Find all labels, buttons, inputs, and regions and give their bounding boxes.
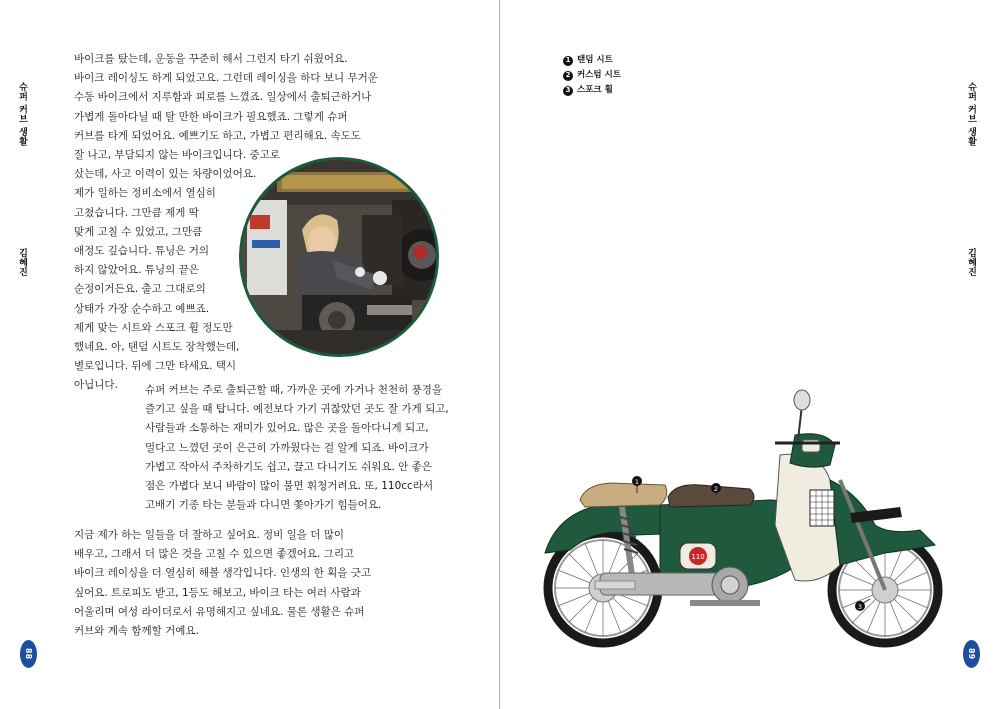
legend-label: 스포크 휠: [577, 85, 613, 95]
text-line: 했네요. 아, 탠덤 시트도 장착했는데,: [74, 341, 240, 354]
page-number-left: 88: [20, 640, 37, 668]
text-line: 배우고, 그래서 더 많은 것을 고칠 수 있으면 좋겠어요. 그리고: [74, 548, 355, 561]
text-line: 수동 바이크에서 지루함과 피로를 느꼈죠. 일상에서 출퇴근하거나: [74, 91, 372, 104]
legend-item-tandem-seat: [563, 53, 621, 68]
super-cub-illustration: [540, 385, 950, 650]
text-line: 맞게 고칠 수 있었고, 그만큼: [74, 225, 203, 238]
legend-number: 3: [563, 86, 573, 96]
text-line: 슈퍼 커브는 주로 출퇴근할 때, 가까운 곳에 가거나 천천히 풍경을: [145, 384, 443, 396]
text-line: 가볍고 작아서 주차하기도 쉽고, 끌고 다니기도 쉬워요. 안 좋은: [145, 460, 432, 473]
legend-label: 탠덤 시트: [577, 55, 613, 65]
text-line: 애정도 깊습니다. 튜닝은 거의: [74, 245, 210, 258]
side-label-author: 김혜진: [17, 248, 27, 277]
text-line: 상태가 가장 순수하고 예쁘죠.: [74, 302, 210, 315]
svg-text:1: 1: [634, 478, 640, 486]
custom-seat: [668, 485, 754, 507]
legend-item-spoke-wheel: [563, 83, 621, 98]
text-line: 싶어요. 트로피도 받고, 1등도 해보고, 바이크 타는 여러 사람과: [74, 586, 361, 599]
text-line: 사람들과 소통하는 재미가 있어요. 많은 곳을 돌아다니게 되고,: [145, 422, 429, 435]
callout-3: [855, 599, 870, 611]
legend-number: 2: [563, 71, 573, 81]
text-line: 제가 일하는 정비소에서 열심히: [74, 187, 216, 200]
page-number-right: 89: [963, 640, 980, 668]
paragraph-3: [74, 526, 371, 641]
svg-text:3: 3: [857, 603, 863, 611]
text-line: 지금 제가 하는 일들을 더 잘하고 싶어요. 정비 일을 더 많이: [74, 529, 345, 541]
mechanic-photo: [239, 157, 439, 357]
text-line: 아닙니다.: [74, 379, 118, 392]
text-line: 멀다고 느꼈던 곳이 은근히 가까웠다는 걸 알게 되죠. 바이크가: [145, 441, 429, 454]
text-line: 어울리며 여성 라이더로서 유명해지고 싶네요. 물론 생활은 슈퍼: [74, 605, 365, 618]
text-line: 커브와 계속 함께할 거예요.: [74, 625, 199, 638]
text-line: 별로입니다. 뒤에 그만 타세요. 택시: [74, 360, 237, 373]
text-line: 바이크를 탔는데, 운동을 꾸준히 해서 그런지 타기 쉬웠어요.: [74, 53, 348, 65]
parts-legend: [563, 53, 621, 98]
text-line: 샀는데, 사고 이력이 있는 차량이었어요.: [74, 168, 257, 181]
tandem-seat: [580, 483, 667, 507]
text-line: 고배기 기종 타는 분들과 다니면 쫓아가기 힘들어요.: [145, 499, 382, 512]
badge-text: 110: [691, 553, 705, 561]
legend-label: 커스텀 시트: [577, 70, 622, 80]
text-line: 바이크 레이싱도 하게 되었고요. 그런데 레이싱을 하다 보니 무거운: [74, 72, 378, 85]
text-line: 순정이거든요. 출고 그대로의: [74, 283, 206, 296]
text-line: 하지 않았어요. 튜닝의 끝은: [74, 264, 199, 277]
paragraph-2: [145, 381, 449, 515]
text-line: 고쳤습니다. 그만큼 제게 딱: [74, 206, 199, 219]
text-line: 가볍게 돌아다닐 때 탈 만한 바이크가 필요했죠. 그렇게 슈퍼: [74, 110, 348, 123]
legend-number: 1: [563, 56, 573, 66]
text-line: 점은 가볍다 보니 바람이 많이 불면 휘청거려요. 또, 110cc라서: [145, 480, 434, 493]
svg-text:2: 2: [713, 485, 719, 493]
text-line: 제게 맞는 시트와 스포크 휠 정도만: [74, 321, 233, 334]
cc-badge: [680, 543, 716, 569]
text-line: 즐기고 싶을 때 탑니다. 예전보다 가기 귀찮았던 곳도 잘 가게 되고,: [145, 403, 449, 416]
legend-item-custom-seat: [563, 68, 621, 83]
text-line: 커브를 타게 되었어요. 예쁘기도 하고, 가볍고 편리해요. 속도도: [74, 129, 361, 142]
side-label-author-right: 김혜진: [966, 248, 976, 277]
side-label-section-right: 슈퍼 커브 생활: [966, 82, 976, 147]
side-label-section: 슈퍼 커브 생활: [17, 82, 27, 147]
text-line: 잘 나고, 부담되지 않는 바이크입니다. 중고로: [74, 149, 280, 162]
text-line: 바이크 레이싱을 더 열심히 해볼 생각입니다. 인생의 한 획을 긋고: [74, 567, 372, 580]
